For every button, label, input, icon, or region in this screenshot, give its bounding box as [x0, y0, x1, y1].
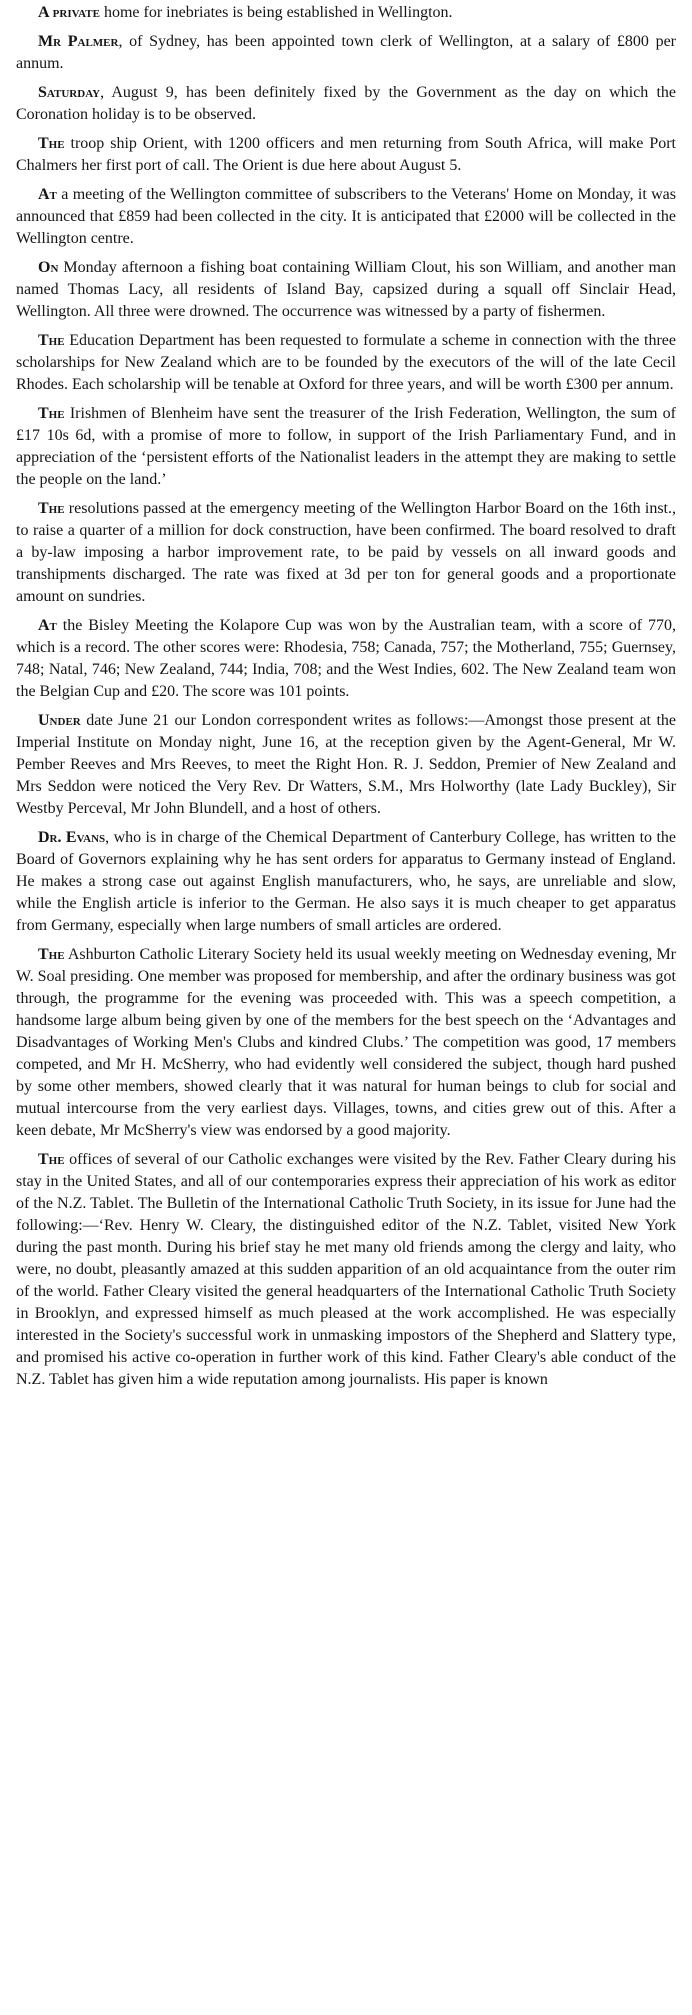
news-paragraph — [16, 82, 676, 126]
paragraph-lead: At — [38, 617, 57, 634]
paragraph-text: , who is in charge of the Chemical Department of Canterbury College, has written to the Board of Governors explaining why he has sent orders for apparatus to Germany instead of England. He makes a strong case out against English manufacturers, who, he says, are unreliable and slow, while the English article is inferior to the German. He also says it is much cheaper to get apparatus from Germany, especially when large numbers of small articles are ordered. — [16, 829, 677, 934]
news-column — [16, 0, 676, 1391]
news-paragraph — [16, 944, 676, 1142]
news-paragraph — [16, 257, 676, 323]
paragraph-text: Ashburton Catholic Literary Society held its usual weekly meeting on Wednesday evening, Mr W. Soal presiding. One member was proposed for membership, and after the ordinary business was got through, the programme for the evening was proceeded with. This was a speech competition, a handsome large album being given by one of the members for the best speech on the ‘Advantages and Disadvantages of Working Men's Clubs and kindred Clubs.’ The competition was good, 17 members competed, and Mr H. McSherry, who had evidently well considered the subject, though hard pushed by some other members, showed clearly that it was natural for human beings to club for social and mutual intercourse from the very earliest days. Villages, towns, and cities grew out of this. After a keen debate, Mr McSherry's view was endorsed by a good majority. — [16, 946, 676, 1139]
paragraph-text: date June 21 our London correspondent writes as follows:—Amongst those present at the Imperial Institute on Monday night, June 16, at the reception given by the Agent-General, Mr W. Pember Reeves and Mrs Reeves, to meet the Right Hon. R. J. Seddon, Premier of New Zealand and Mrs Seddon were noticed the Very Rev. Dr Watters, S.M., Mrs Holworthy (late Lady Buckley), Sir Westby Perceval, Mr John Blundell, and a host of others. — [16, 712, 676, 817]
paragraph-lead: Saturday — [38, 84, 101, 101]
paragraph-text: Education Department has been requested to formulate a scheme in connection with the three scholarships for New Zealand which are to be founded by the executors of the will of the late Cecil Rhodes. Each scholarship will be tenable at Oxford for three years, and will be worth £300 per annum. — [16, 332, 676, 393]
paragraph-lead: At — [38, 186, 57, 203]
news-paragraph — [16, 498, 676, 608]
news-paragraph — [16, 1149, 676, 1391]
paragraph-lead: Mr Palmer — [38, 33, 119, 50]
paragraph-lead: The — [38, 500, 65, 517]
news-paragraph — [16, 184, 676, 250]
paragraph-text: , of Sydney, has been appointed town clerk of Wellington, at a salary of £800 per annum. — [16, 33, 676, 72]
paragraph-lead: The — [38, 405, 65, 422]
paragraph-lead: Under — [38, 712, 81, 729]
news-paragraph — [16, 615, 676, 703]
paragraph-lead: Dr. Evans — [38, 829, 106, 846]
paragraph-text: resolutions passed at the emergency meeting of the Wellington Harbor Board on the 16th inst., to raise a quarter of a million for dock construction, have been confirmed. The board resolved to draft a by-law imposing a harbor improvement rate, to be paid by vessels on all inward goods and transhipments discharged. The rate was fixed at 3d per ton for general goods and a proportionate amount on sundries. — [16, 500, 676, 605]
paragraph-lead: A private — [38, 4, 100, 21]
paragraph-text: the Bisley Meeting the Kolapore Cup was won by the Australian team, with a score of 770, which is a record. The other scores were: Rhodesia, 758; Canada, 757; the Motherland, 755; Guernsey, 748; Natal, 746; New Zealand, 744; India, 708; and the West Indies, 602. The New Zealand team won the Belgian Cup and £20. The score was 101 points. — [16, 617, 676, 700]
paragraph-text: Monday afternoon a fishing boat containing William Clout, his son William, and another man named Thomas Lacy, all residents of Island Bay, capsized during a squall off Sinclair Head, Wellington. All three were drowned. The occurrence was witnessed by a party of fishermen. — [16, 259, 676, 320]
paragraph-text: , August 9, has been definitely fixed by the Government as the day on which the Coronation holiday is to be observed. — [16, 84, 676, 123]
news-paragraph — [16, 710, 676, 820]
paragraph-text: home for inebriates is being established in Wellington. — [99, 4, 453, 21]
paragraph-text: a meeting of the Wellington committee of subscribers to the Veterans' Home on Monday, it was announced that £859 had been collected in the city. It is anticipated that £2000 will be collected in the Wellington centre. — [16, 186, 676, 247]
paragraph-lead: The — [38, 1151, 65, 1168]
news-paragraph — [16, 330, 676, 396]
news-paragraph — [16, 827, 676, 937]
paragraph-lead: The — [38, 135, 65, 152]
paragraph-text: troop ship Orient, with 1200 officers and men returning from South Africa, will make Port Chalmers her first port of call. The Orient is due here about August 5. — [16, 135, 676, 174]
paragraph-text: offices of several of our Catholic exchanges were visited by the Rev. Father Cleary during his stay in the United States, and all of our contemporaries express their appreciation of his work as editor of the N.Z. Tablet. The Bulletin of the International Catholic Truth Society, in its issue for June had the following:—‘Rev. Henry W. Cleary, the distinguished editor of the N.Z. Tablet, visited New York during the past month. During his brief stay he met many old friends among the clergy and laity, who were, no doubt, pleasantly amazed at this sudden apparition of an old acquaintance from the outer rim of the world. Father Cleary visited the general headquarters of the International Catholic Truth Society in Brooklyn, and expressed himself as much pleased at the work accomplished. He was especially interested in the Society's successful work in unmasking impostors of the Shepherd and Slattery type, and promised his active co-operation in further work of this kind. Father Cleary's able conduct of the N.Z. Tablet has given him a wide reputation among journalists. His paper is known — [16, 1151, 676, 1388]
news-paragraph — [16, 133, 676, 177]
news-paragraph — [16, 403, 676, 491]
paragraph-lead: The — [38, 946, 65, 963]
paragraph-lead: On — [38, 259, 59, 276]
paragraph-text: Irishmen of Blenheim have sent the treasurer of the Irish Federation, Wellington, the sum of £17 10s 6d, with a promise of more to follow, in support of the Irish Parliamentary Fund, and in appreciation of the ‘persistent efforts of the Nationalist leaders in the attempt they are making to settle the people on the land.’ — [16, 405, 676, 488]
news-paragraph — [16, 31, 676, 75]
news-paragraph — [16, 2, 676, 24]
paragraph-lead: The — [38, 332, 65, 349]
